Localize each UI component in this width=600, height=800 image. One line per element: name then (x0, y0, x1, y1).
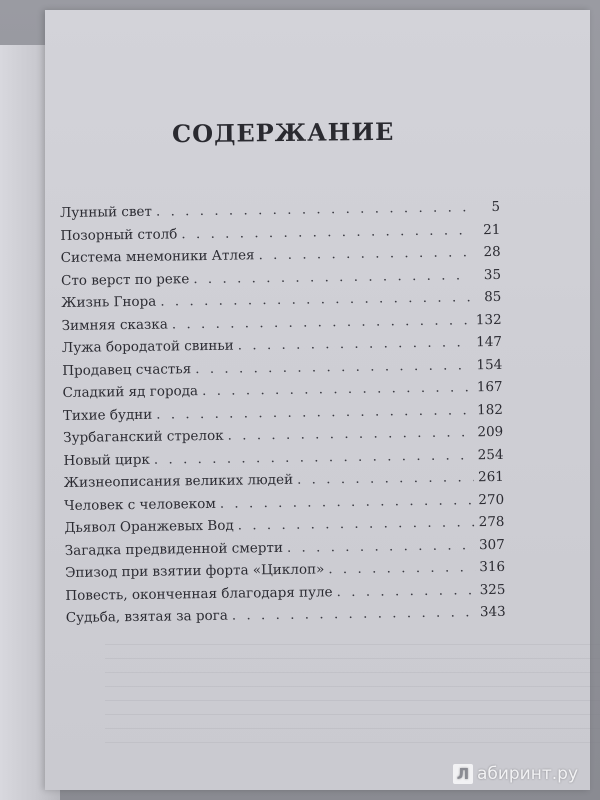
toc-entry-page: 132 (475, 311, 502, 328)
toc-entry-title: Зурбаганский стрелок (63, 427, 224, 446)
toc-entry-title: Загадка предвиденной смерти (64, 539, 284, 559)
toc-entry-page: 316 (479, 558, 506, 576)
toc-entry-title: Человек с человеком (64, 495, 216, 514)
toc-leader-dots (193, 267, 471, 287)
toc-leader-dots (232, 604, 476, 623)
toc-entry-page: 167 (476, 378, 503, 396)
toc-leader-dots (228, 424, 474, 443)
table-of-contents (60, 199, 506, 633)
toc-entry-title: Продавец счастья (62, 360, 192, 379)
toc-entry-title: Зимняя сказка (61, 316, 168, 334)
toc-leader-dots (328, 559, 475, 577)
toc-entry-title: Система мнемоники Атлея (60, 247, 255, 266)
toc-entry-page: 5 (491, 198, 501, 215)
toc-leader-dots (195, 357, 472, 377)
toc-leader-dots (297, 469, 474, 487)
toc-entry-title: Лужа бородатой свиньи (61, 337, 234, 356)
toc-entry-title: Дьявол Оранжевых Вод (64, 517, 234, 536)
toc-leader-dots (154, 447, 474, 467)
toc-entry-title: Лунный свет (60, 203, 153, 221)
toc-entry-page: 261 (477, 468, 504, 486)
toc-entry-page: 182 (477, 401, 504, 418)
toc-entry-page: 209 (477, 423, 504, 441)
toc-leader-dots (202, 379, 473, 399)
toc-entry-page: 35 (483, 266, 502, 283)
toc-entry-title: Тихие будни (62, 406, 153, 424)
toc-entry-title: Повесть, оконченная благодаря пуле (65, 583, 333, 604)
toc-entry-title: Судьба, взятая за рога (65, 607, 228, 626)
toc-entry-page: 147 (476, 333, 503, 351)
toc-leader-dots (181, 222, 470, 242)
toc-entry-page: 307 (478, 536, 505, 553)
toc-entry-page: 270 (478, 491, 505, 508)
toc-entry-page: 28 (483, 243, 501, 261)
toc-entry-page: 154 (476, 356, 503, 373)
watermark (453, 764, 578, 784)
toc-leader-dots (337, 582, 476, 600)
toc-leader-dots (238, 514, 475, 533)
toc-entry-title: Сладкий яд города (62, 383, 199, 401)
toc-entry-page: 254 (477, 446, 504, 463)
toc-entry-title: Эпизод при взятии форта «Циклоп» (65, 561, 325, 581)
bleed-through-lines (105, 635, 600, 745)
toc-leader-dots (172, 312, 472, 332)
toc-entry-title: Сто верст по реке (60, 270, 190, 289)
toc-leader-dots (160, 289, 471, 309)
toc-entry-title: Новый цирк (63, 451, 150, 469)
toc-entry-page: 325 (479, 581, 506, 598)
labirint-logo-icon: Л (453, 764, 473, 784)
toc-entry-title: Позорный столб (60, 225, 178, 244)
toc-leader-dots (220, 492, 475, 512)
toc-leader-dots (258, 244, 470, 263)
toc-entry-title: Жизнь Гнора (61, 293, 157, 311)
toc-entry-page: 21 (483, 221, 501, 238)
toc-entry-page: 343 (479, 603, 506, 621)
toc-entry-page: 85 (484, 288, 502, 306)
toc-entry-page: 278 (478, 513, 505, 531)
bleed-through-text (195, 61, 516, 109)
toc-leader-dots (156, 199, 470, 219)
page-title: СОДЕРЖАНИЕ (171, 116, 395, 149)
toc-leader-dots (156, 402, 473, 422)
toc-leader-dots (287, 537, 475, 556)
watermark-text: абиринт.ру (476, 764, 578, 784)
toc-leader-dots (238, 334, 472, 353)
toc-entry-title: Жизнеописания великих людей (63, 471, 294, 491)
